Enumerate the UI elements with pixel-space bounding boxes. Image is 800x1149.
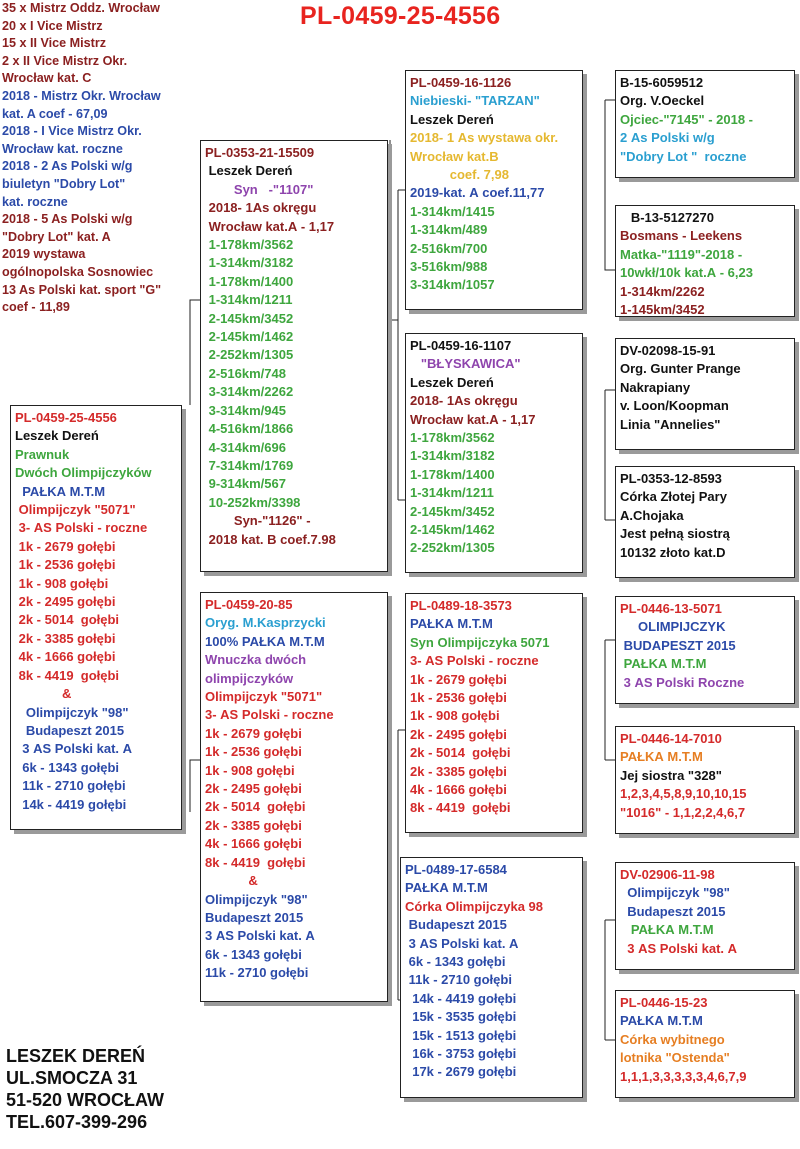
ring-number: PL-0446-15-23 [620,995,708,1010]
card-line: Olimpijczyk "5071" [15,502,136,518]
card-line: 2-145km/3452 [410,503,495,519]
paternal-grandmother-card [405,333,583,573]
ring-number: B-15-6059512 [620,75,704,90]
card-line: BUDAPESZT 2015 [620,637,736,653]
card-line: 1k - 2536 gołębi [205,744,302,760]
ring-number: PL-0489-17-6584 [405,862,507,877]
card-line: A.Chojaka [620,507,684,523]
card-line: 1k - 2679 gołębi [205,725,302,741]
ring-number: B-13-5127270 [620,210,714,225]
card-line: 6k - 1343 gołębi [15,759,120,775]
summary-line: kat. A coef - 67,09 [2,106,108,121]
card-line: Budapeszt 2015 [15,722,125,738]
card-line: 8k - 4419 gołębi [15,667,120,683]
card-line: 1k - 908 gołębi [15,575,109,591]
card-line: 3- AS Polski - roczne [15,520,148,536]
card-line: Leszek Dereń [410,374,494,390]
summary-line: 20 x I Vice Mistrz [2,18,103,33]
card-line: 10132 złoto kat.D [620,544,726,560]
card-line: 2k - 3385 gołębi [15,630,116,646]
card-line: 15k - 3535 gołębi [405,1009,517,1025]
card-line: Syn Olimpijczyka 5071 [410,634,550,650]
great-grandparent-card-5 [615,596,795,704]
card-line: 2018 kat. B coef.7.98 [205,531,336,547]
card-line: 2-145km/3452 [205,310,294,326]
maternal-grandfather-card [405,593,583,833]
card-line: 2-516km/700 [410,240,488,256]
summary-line: 2018 - Mistrz Okr. Wrocław [2,88,161,103]
card-line: Syn -"1107" [205,181,314,197]
card-line: Nakrapiany [620,379,691,395]
card-line: 3 AS Polski Roczne [620,674,745,690]
card-line: 14k - 4419 gołębi [405,990,517,1006]
card-line: 4-516km/1866 [205,421,294,437]
summary-line: coef - 11,89 [2,300,70,315]
card-line: Linia "Annelies" [620,416,721,432]
ring-number: PL-0446-14-7010 [620,731,722,746]
card-line: Syn-"1126" - [205,513,311,529]
card-line: 2-145km/1462 [410,522,495,538]
ring-number: PL-0459-20-85 [205,597,293,612]
summary-line: kat. roczne [2,194,68,209]
card-line: 1-178km/1400 [205,273,294,289]
card-line: 1-314km/1211 [205,292,293,308]
page-title: PL-0459-25-4556 [300,2,501,30]
card-line: 3-314km/1057 [410,277,495,293]
card-line: 3-314km/945 [205,402,286,418]
card-line: 3 AS Polski kat. A [205,928,315,944]
card-line: coef. 7,98 [410,167,509,183]
card-line: 3-516km/988 [410,259,488,275]
great-grandparent-card-7 [615,862,795,970]
ring-number: DV-02906-11-98 [620,867,715,882]
card-line: Wnuczka dwóch [205,652,307,668]
card-line: 2k - 5014 gołębi [15,612,120,628]
card-line: PAŁKA M.T.M [410,616,493,632]
card-line: Org. V.Oeckel [620,93,705,109]
card-line: 2-252km/1305 [410,540,495,556]
card-line: 14k - 4419 gołębi [15,796,127,812]
card-line: 1-314km/489 [410,222,488,238]
card-line: 1k - 2536 gołębi [410,690,507,706]
card-line: Prawnuk [15,446,70,462]
card-line: Budapeszt 2015 [620,903,726,919]
summary-line: 35 x Mistrz Oddz. Wrocław [2,1,160,15]
card-line: 1-145km/3452 [620,302,705,318]
card-line: 1-314km/3182 [205,255,294,271]
card-line: "1016" - 1,1,2,2,4,6,7 [620,804,746,820]
ring-number: PL-0459-16-1107 [410,338,512,353]
card-line: v. Loon/Koopman [620,398,729,414]
card-line: Budapeszt 2015 [205,909,304,925]
card-line: 3- AS Polski - roczne [205,707,334,723]
father-card [200,140,388,572]
summary-line: "Dobry Lot" kat. A [2,229,111,244]
card-line: olimpijczyków [205,670,294,686]
card-line: 9-314km/567 [205,476,286,492]
card-line: & [205,873,258,889]
summary-line: 2018 - 5 As Polski w/g [2,212,133,227]
card-line: Wrocław kat.A - 1,17 [205,218,335,234]
ring-number: PL-0446-13-5071 [620,601,722,616]
card-line: 3 AS Polski kat. A [620,940,738,956]
card-line: PAŁKA M.T.M [15,483,106,499]
ring-number: PL-0459-16-1126 [410,75,512,90]
ring-number: PL-0353-12-8593 [620,471,722,486]
card-line: Olimpijczyk "98" [205,891,308,907]
summary-line: 2 x II Vice Mistrz Okr. [2,53,128,68]
card-line: lotnika "Ostenda" [620,1050,730,1066]
card-line: Leszek Dereń [410,111,494,127]
card-line: 2k - 3385 gołębi [410,763,507,779]
summary-line: 13 As Polski kat. sport "G" [2,282,162,297]
summary-line: 2018 - I Vice Mistrz Okr. [2,124,142,139]
card-line: Niebieski- "TARZAN" [410,93,540,109]
card-line: Leszek Dereń [205,163,293,179]
card-line: Jest pełną siostrą [620,526,730,542]
card-line: 10-252km/3398 [205,494,301,510]
card-line: Olimpijczyk "98" [620,885,730,901]
card-line: 1k - 908 gołębi [205,762,295,778]
card-line: 1-314km/2262 [620,283,705,299]
card-line: Córka Złotej Pary [620,489,727,505]
card-line: 2018- 1As okręgu [205,200,317,216]
card-line: 2k - 3385 gołębi [205,817,302,833]
summary-line: ogólnopolska Sosnowiec [2,264,154,279]
card-line: 1-314km/3182 [410,448,495,464]
card-line: PAŁKA M.T.M [620,749,703,765]
card-line: 17k - 2679 gołębi [405,1064,517,1080]
summary-line: 2018 - 2 As Polski w/g [2,159,133,174]
card-line: 2k - 2495 gołębi [15,594,116,610]
card-line: 3- AS Polski - roczne [410,653,539,669]
card-line: 10wkł/10k kat.A - 6,23 [620,265,753,281]
summary-line: 15 x II Vice Mistrz [2,36,107,51]
breeder-address [6,1045,164,1133]
card-line: Wrocław kat.B [410,148,499,164]
card-line: 4k - 1666 gołębi [205,836,302,852]
card-line: Bosmans - Leekens [620,228,743,244]
card-line: 1k - 2679 gołębi [410,671,507,687]
card-line: 6k - 1343 gołębi [205,946,302,962]
great-grandparent-card-2 [615,205,795,317]
card-line: 11k - 2710 gołębi [15,778,126,794]
card-line: "Dobry Lot " roczne [620,148,747,164]
maternal-grandmother-card [400,857,583,1098]
card-line: "BŁYSKAWICA" [410,356,521,372]
card-line: OLIMPIJCZYK [620,619,726,635]
card-line: 1k - 908 gołębi [410,708,500,724]
summary-line: Wrocław kat. C [2,71,92,86]
summary-line: biuletyn "Dobry Lot" [2,176,126,191]
card-line: 8k - 4419 gołębi [205,854,306,870]
great-grandparent-card-1 [615,70,795,178]
address-line: LESZEK DEREŃ [6,1046,146,1066]
card-line: 1,2,3,4,5,8,9,10,10,15 [620,786,747,802]
achievements-summary [2,0,198,317]
card-line: 1-314km/1415 [410,203,495,219]
card-line: 1k - 2536 gołębi [15,557,116,573]
card-line: Matka-"1119"-2018 - [620,246,743,262]
great-grandparent-card-3 [615,338,795,450]
card-line: Jej siostra "328" [620,767,722,783]
card-line: 2 As Polski w/g [620,130,715,146]
card-line: PAŁKA M.T.M [620,656,707,672]
ring-number: PL-0489-18-3573 [410,598,512,613]
card-line: 11k - 2710 gołębi [205,965,309,981]
card-line: 3 AS Polski kat. A [405,935,519,951]
great-grandparent-card-6 [615,726,795,834]
card-line: PAŁKA M.T.M [620,922,714,938]
summary-line: 2019 wystawa [2,247,86,262]
subject-pigeon-card [10,405,182,830]
card-line: Olimpijczyk "5071" [205,689,323,705]
card-line: 4k - 1666 gołębi [410,782,507,798]
card-line: 100% PAŁKA M.T.M [205,633,325,649]
address-line: 51-520 WROCŁAW [6,1090,165,1110]
card-line: 1,1,1,3,3,3,3,3,4,6,7,9 [620,1068,747,1084]
card-line: 15k - 1513 gołębi [405,1027,517,1043]
card-line: 1-178km/1400 [410,466,495,482]
great-grandparent-card-8 [615,990,795,1098]
card-line: 2-252km/1305 [205,347,294,363]
card-line: 3 AS Polski kat. A [15,741,133,757]
card-line: Córka wybitnego [620,1031,725,1047]
card-line: 2k - 5014 gołębi [410,745,511,761]
card-line: 2019-kat. A coef.11,77 [410,185,545,201]
card-line: Org. Gunter Prange [620,361,741,377]
card-line: 8k - 4419 gołębi [410,800,511,816]
card-line: 4k - 1666 gołębi [15,649,116,665]
card-line: Oryg. M.Kasprzycki [205,615,326,631]
mother-card [200,592,388,1002]
summary-line: Wrocław kat. roczne [2,141,123,156]
card-line: Dwóch Olimpijczyków [15,465,152,481]
great-grandparent-card-4 [615,466,795,578]
card-line: 1-178km/3562 [205,237,294,253]
card-line: PAŁKA M.T.M [620,1013,703,1029]
card-line: PAŁKA M.T.M [405,880,488,896]
address-line: UL.SMOCZA 31 [6,1068,138,1088]
card-line: 2018- 1As okręgu [410,393,518,409]
card-line: Ojciec-"7145" - 2018 - [620,111,754,127]
card-line: 2k - 2495 gołębi [205,781,302,797]
card-line: Olimpijczyk "98" [15,704,129,720]
card-line: 3-314km/2262 [205,384,294,400]
card-line: Budapeszt 2015 [405,917,507,933]
card-line: 11k - 2710 gołębi [405,972,512,988]
card-line: 7-314km/1769 [205,457,294,473]
card-line: & [15,686,72,702]
card-line: 6k - 1343 gołębi [405,954,506,970]
card-line: Wrocław kat.A - 1,17 [410,411,536,427]
ring-number: PL-0459-25-4556 [15,410,117,425]
card-line: 4-314km/696 [205,439,286,455]
card-line: 16k - 3753 gołębi [405,1046,517,1062]
card-line: 2018- 1 As wystawa okr. [410,130,559,146]
card-line: 2k - 2495 gołębi [410,726,507,742]
card-line: Leszek Dereń [15,428,99,444]
ring-number: PL-0353-21-15509 [205,145,315,160]
address-line: TEL.607-399-296 [6,1112,148,1132]
card-line: 2-516km/748 [205,365,286,381]
card-line: 2k - 5014 gołębi [205,799,306,815]
card-line: Córka Olimpijczyka 98 [405,898,544,914]
card-line: 1k - 2679 gołębi [15,538,116,554]
card-line: 1-178km/3562 [410,430,495,446]
paternal-grandfather-card [405,70,583,310]
ring-number: DV-02098-15-91 [620,343,716,358]
card-line: 2-145km/1462 [205,329,294,345]
card-line: 1-314km/1211 [410,485,494,501]
